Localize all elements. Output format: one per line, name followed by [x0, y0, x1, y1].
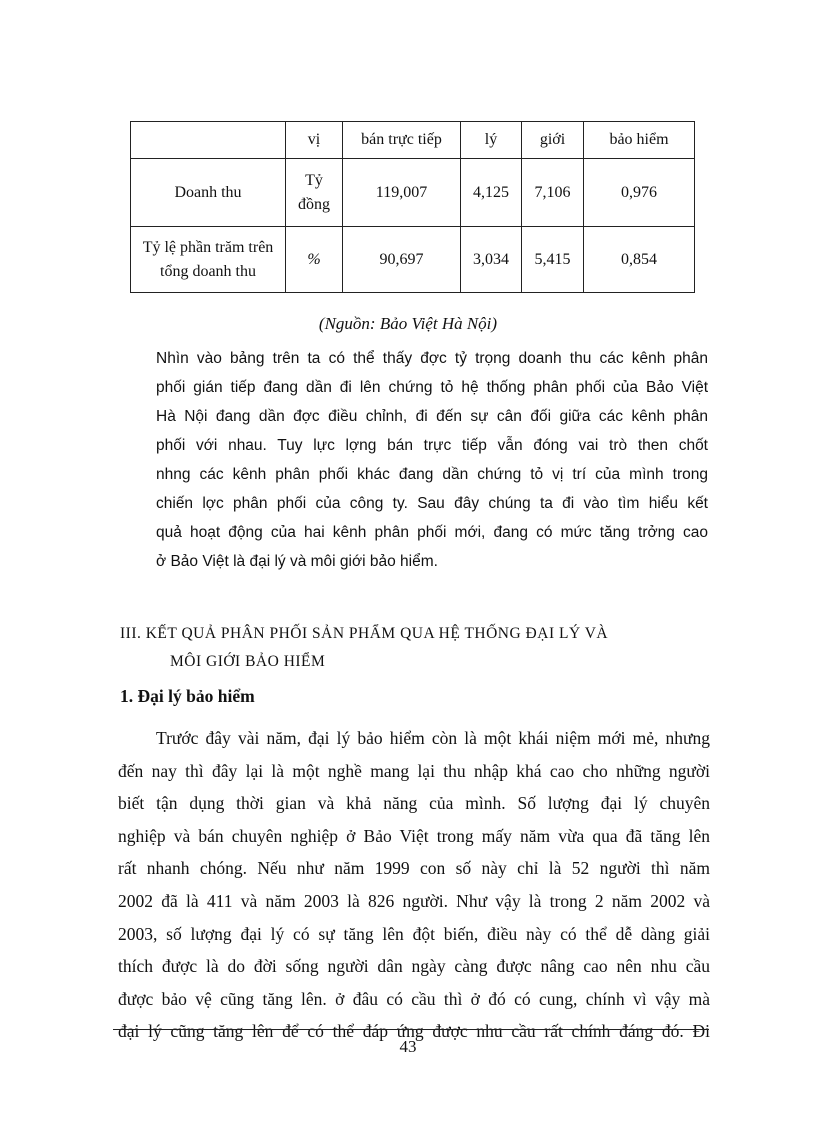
text-line: quả hoạt động của hai kênh phân phối mới, đang có mức tăng trởng cao — [156, 524, 708, 541]
text-line: Trước đây vài năm, đại lý bảo hiểm còn là một khái niệm mới mẻ, nhưng — [156, 728, 710, 748]
text-line: biết tận dụng thời gian và khả năng của mình. Số lượng đại lý chuyên — [118, 793, 710, 814]
table-header-cell: giới — [522, 122, 584, 159]
table-cell: 119,007 — [343, 159, 461, 227]
table-unit-cell: % — [286, 227, 343, 293]
table-header-cell — [131, 122, 286, 159]
page-number: 43 — [399, 1037, 417, 1056]
body-paragraph — [118, 722, 710, 1048]
body-paragraph — [156, 344, 708, 576]
text-line: rất nhanh chóng. Nếu như năm 1999 con số này chỉ là 52 người thì năm — [118, 858, 710, 879]
section-heading-line: MÔI GIỚI BẢO HIỂM — [170, 653, 326, 670]
text-line: đến nay thì đây lại là một nghề mang lại thu nhập khá cao cho những người — [118, 760, 710, 781]
section-heading-line: III. KẾT QUẢ PHÂN PHỐI SẢN PHẨM QUA HỆ THỐNG ĐẠI LÝ VÀ — [120, 625, 609, 642]
text-line: được bảo vệ cũng tăng lên. ở đâu có cầu thì ở đó có cung, chính vì vậy mà — [118, 988, 710, 1009]
text-line: phối với nhau. Tuy lực lợng bán trực tiếp vẫn đóng vai trò then chốt — [156, 437, 708, 454]
table-cell: 4,125 — [461, 159, 522, 227]
table-row — [131, 227, 695, 293]
text-line: phối gián tiếp đang dần đi lên chứng tỏ hệ thống phân phối của Bảo Việt — [156, 379, 708, 396]
text-line: nghiệp và bán chuyên nghiệp ở Bảo Việt trong mấy năm vừa qua đã tăng lên — [118, 825, 710, 846]
table-header-cell: bảo hiểm — [584, 122, 695, 159]
table-cell: 7,106 — [522, 159, 584, 227]
text-line: Hà Nội đang dần đợc điều chỉnh, đi đến sự cân đối giữa các kênh phân — [156, 408, 708, 425]
text-line: ở Bảo Việt là đại lý và môi giới bảo hiểm. — [156, 553, 438, 570]
table-cell: 5,415 — [522, 227, 584, 293]
text-line: chiến lợc phân phối của công ty. Sau đây chúng ta đi vào tìm hiểu kết — [156, 495, 708, 512]
table-header-cell: lý — [461, 122, 522, 159]
table-header-cell: vị — [286, 122, 343, 159]
section-heading — [120, 620, 710, 676]
table-unit-cell — [286, 159, 343, 227]
text-line: thích được là do đời sống người dân ngày càng được nâng cao nên nhu cầu — [118, 956, 710, 977]
table-cell: 3,034 — [461, 227, 522, 293]
subsection-heading: 1. Đại lý bảo hiểm — [120, 686, 255, 706]
footer-divider — [113, 1029, 709, 1030]
table-header-cell: bán trực tiếp — [343, 122, 461, 159]
text-line: 2003, số lượng đại lý có sự tăng lên đột biến, điều này có thể dễ dàng giải — [118, 923, 710, 944]
table-row-label — [131, 227, 286, 293]
label-line: Tỷ lệ phần trăm trên — [142, 238, 274, 256]
table-cell: 0,854 — [584, 227, 695, 293]
revenue-share-table — [130, 121, 695, 293]
table-row — [131, 159, 695, 227]
table-cell: 0,976 — [584, 159, 695, 227]
text-line: nhng các kênh phân phối khác đang dần chứng tỏ vị trí của mình trong — [156, 466, 708, 483]
text-line: Nhìn vào bảng trên ta có thể thấy đợc tỷ trọng doanh thu các kênh phân — [156, 350, 708, 367]
label-line: tổng doanh thu — [160, 262, 256, 280]
text-line: 2002 đã là 411 và năm 2003 là 826 người. Như vậy là trong 2 năm 2002 và — [118, 890, 710, 911]
unit-line: Tỷ — [305, 171, 323, 189]
table-source-note: (Nguồn: Bảo Việt Hà Nội) — [318, 314, 498, 333]
table-cell: 90,697 — [343, 227, 461, 293]
unit-line: đồng — [298, 195, 330, 213]
text-line: đại lý cũng tăng lên để có thể đáp ứng được nhu cầu rất chính đáng đó. Đi — [118, 1021, 710, 1042]
table-row-label: Doanh thu — [131, 159, 286, 227]
table-header-row — [131, 122, 695, 159]
